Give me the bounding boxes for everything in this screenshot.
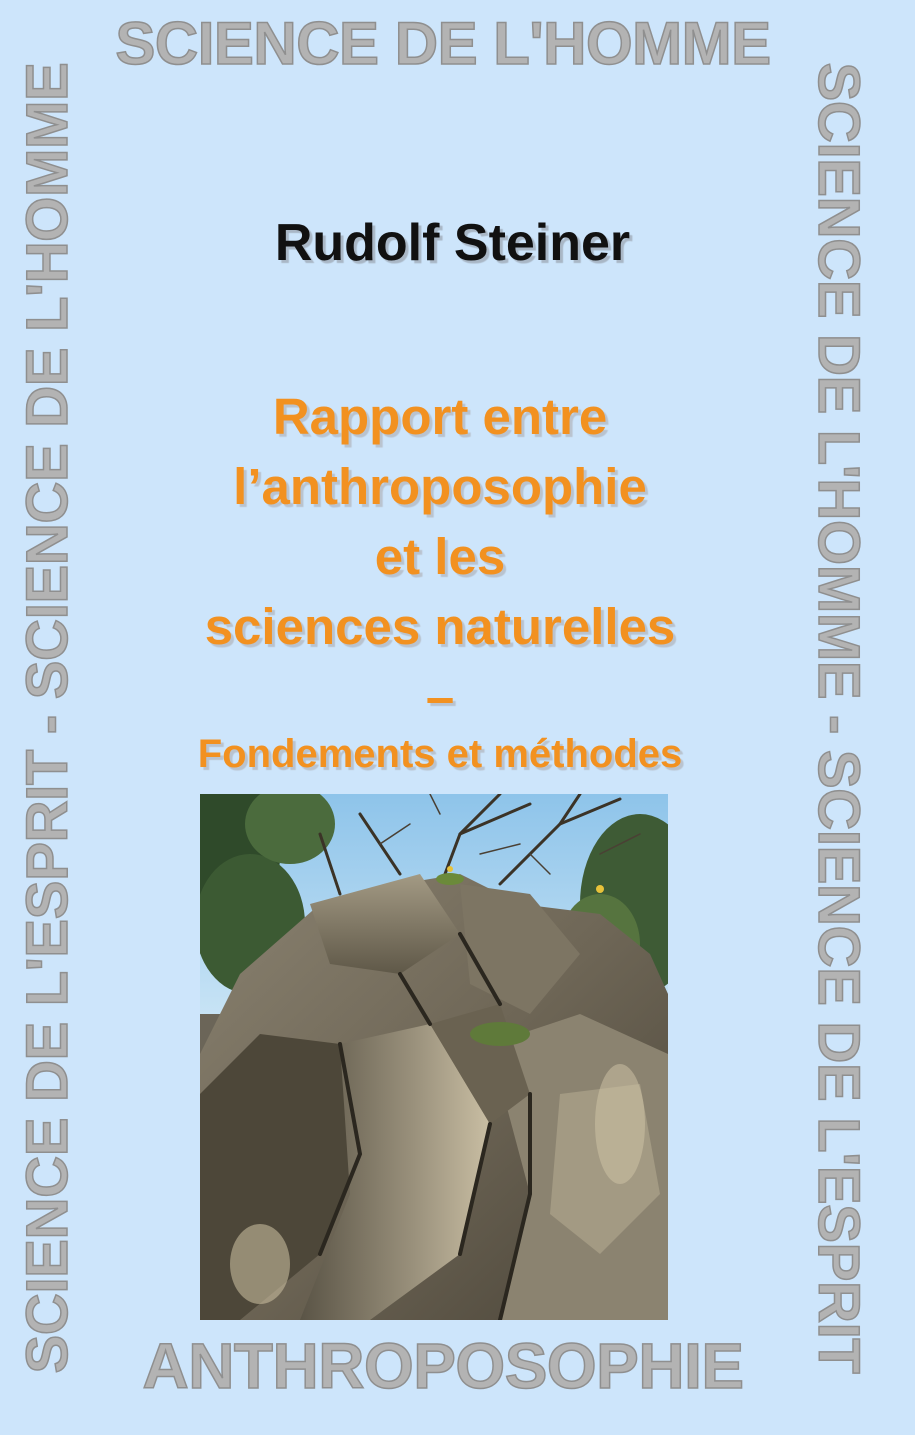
title-dash: – bbox=[425, 668, 455, 725]
title-line-2: l’anthroposophie bbox=[233, 458, 647, 515]
title-line-1: Rapport entre bbox=[272, 388, 608, 445]
frame-text-left: SCIENCE DE L'ESPRIT - SCIENCE DE L'HOMME bbox=[15, 62, 80, 1374]
frame-text-top: SCIENCE DE L'HOMME bbox=[115, 10, 771, 77]
book-subtitle: Fondements et méthodes bbox=[197, 732, 683, 776]
frame-text-bottom: ANTHROPOSOPHIE bbox=[142, 1330, 744, 1402]
title-line-3: et les bbox=[374, 528, 506, 585]
book-title bbox=[120, 382, 760, 782]
author-name: Rudolf Steiner bbox=[274, 214, 631, 272]
rock-photo-illustration bbox=[200, 794, 668, 1320]
cover-photo bbox=[200, 794, 668, 1320]
frame-text-right: SCIENCE DE L'HOMME - SCIENCE DE L'ESPRIT bbox=[806, 62, 871, 1374]
title-line-4: sciences naturelles bbox=[204, 598, 676, 655]
